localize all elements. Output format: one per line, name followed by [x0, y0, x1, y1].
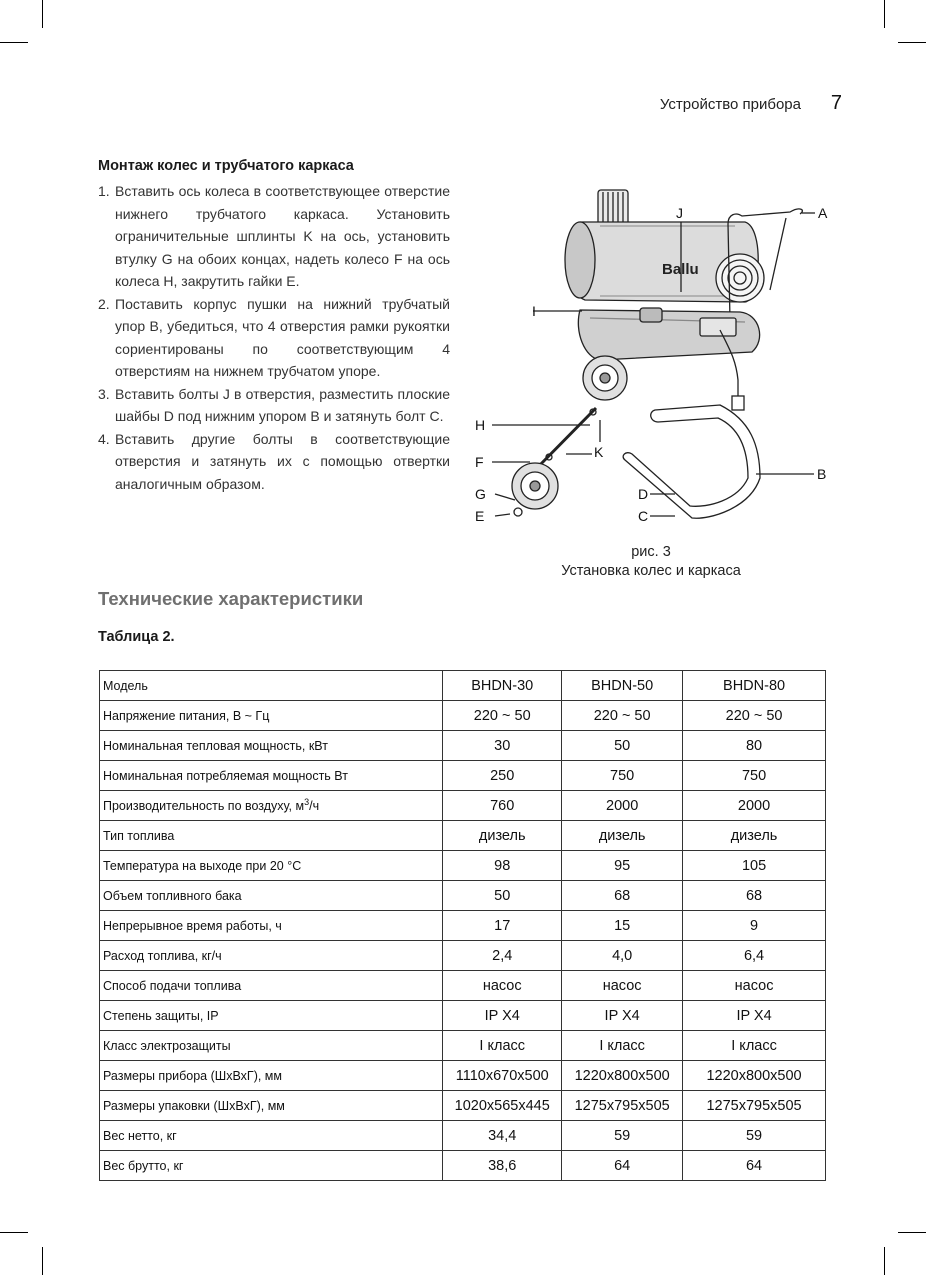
table-cell: BHDN-80	[683, 671, 826, 701]
label-g: G	[475, 486, 486, 502]
table-cell: I класс	[562, 1031, 683, 1061]
row-label: Степень защиты, IP	[103, 1008, 219, 1023]
table-cell: 50	[443, 881, 562, 911]
crop-mark	[42, 0, 43, 28]
table-cell	[100, 761, 443, 791]
table-cell: 80	[683, 731, 826, 761]
figure-number: рис. 3	[631, 544, 671, 560]
table-cell: 1220x800x500	[562, 1061, 683, 1091]
table-row	[100, 761, 826, 791]
step-number: 1.	[98, 183, 110, 199]
row-label: Размеры прибора (ШхВхГ), мм	[103, 1068, 282, 1083]
row-label: Вес брутто, кг	[103, 1158, 184, 1173]
table-cell: IP X4	[683, 1001, 826, 1031]
table-cell: 34,4	[443, 1121, 562, 1151]
table-cell: 59	[562, 1121, 683, 1151]
row-label: Объем топливного бака	[103, 888, 242, 903]
table-cell: насос	[443, 971, 562, 1001]
assembly-steps	[98, 180, 450, 495]
table-cell: 4,0	[562, 941, 683, 971]
table-cell: 750	[683, 761, 826, 791]
table-cell: Модель	[100, 671, 443, 701]
row-label: Размеры упаковки (ШхВхГ), мм	[103, 1098, 285, 1113]
table-cell: I класс	[443, 1031, 562, 1061]
table-cell: 105	[683, 851, 826, 881]
table-cell	[100, 1151, 443, 1181]
table-cell: 250	[443, 761, 562, 791]
table-cell	[100, 911, 443, 941]
table-cell: 750	[562, 761, 683, 791]
row-label: Напряжение питания, В ~ Гц	[103, 708, 270, 723]
table-cell: 1275x795x505	[683, 1091, 826, 1121]
row-label: Температура на выходе при 20 °С	[103, 858, 302, 873]
table-cell: 30	[443, 731, 562, 761]
table-cell: 1110x670x500	[443, 1061, 562, 1091]
crop-mark	[898, 42, 926, 43]
row-label: Номинальная потребляемая мощность Вт	[103, 768, 348, 783]
table-cell	[100, 941, 443, 971]
row-label: Расход топлива, кг/ч	[103, 948, 222, 963]
table-row	[100, 791, 826, 821]
table-cell: насос	[562, 971, 683, 1001]
table-cell	[100, 1031, 443, 1061]
table-cell: 1220x800x500	[683, 1061, 826, 1091]
table-row	[100, 851, 826, 881]
table-cell	[100, 971, 443, 1001]
table-cell: дизель	[683, 821, 826, 851]
label-d: D	[638, 486, 649, 502]
table-cell	[100, 701, 443, 731]
table-cell	[100, 821, 443, 851]
running-header: Устройство прибора	[659, 96, 801, 113]
step-item	[98, 428, 450, 496]
row-label: Вес нетто, кг	[103, 1128, 177, 1143]
label-k: K	[594, 444, 604, 460]
table-cell: 220 ~ 50	[443, 701, 562, 731]
table-cell: дизель	[562, 821, 683, 851]
figure-caption	[540, 543, 762, 581]
step-number: 4.	[98, 430, 110, 447]
table-cell: IP X4	[443, 1001, 562, 1031]
table-cell: 2000	[562, 791, 683, 821]
step-item	[98, 293, 450, 383]
spec-table	[99, 670, 826, 1181]
table-cell: 6,4	[683, 941, 826, 971]
table-row	[100, 821, 826, 851]
table-cell: 15	[562, 911, 683, 941]
table-header-row	[100, 671, 826, 701]
table-row	[100, 911, 826, 941]
page-number: 7	[830, 92, 842, 114]
table-cell: 220 ~ 50	[562, 701, 683, 731]
label-f: F	[475, 454, 484, 470]
figure-title: Установка колес и каркаса	[561, 563, 741, 579]
crop-mark	[0, 42, 28, 43]
row-label: Способ подачи топлива	[103, 978, 242, 993]
table-cell	[100, 851, 443, 881]
table-row	[100, 1091, 826, 1121]
table-row	[100, 701, 826, 731]
table-cell: I класс	[683, 1031, 826, 1061]
table-row	[100, 731, 826, 761]
table-cell: 760	[443, 791, 562, 821]
row-label: Тип топлива	[103, 828, 175, 843]
step-text: Поставить корпус пушки на нижний трубчатый упор B, убедиться, что 4 отверстия рамки рукоятки сориентированы по соответствующим 4 отверстиям на нижнем трубчатом упоре.	[115, 295, 450, 379]
table-cell: 2000	[683, 791, 826, 821]
table-cell: 68	[562, 881, 683, 911]
step-item	[98, 180, 450, 293]
label-a: A	[818, 205, 828, 221]
crop-mark	[0, 1232, 28, 1233]
step-number: 2.	[98, 295, 110, 312]
step-number: 3.	[98, 385, 110, 402]
table-row	[100, 1031, 826, 1061]
table-cell	[100, 1091, 443, 1121]
table-row	[100, 971, 826, 1001]
label-h: H	[475, 417, 486, 433]
table-cell: 98	[443, 851, 562, 881]
table-cell: 95	[562, 851, 683, 881]
step-text: Вставить ось колеса в соответствующее отверстие нижнего трубчатого каркаса. Установить ограничительные шплинты K на ось, установить втулку G на обоих концах, надеть колесо F на ось колеса H, закрутить гайки E.	[115, 183, 450, 289]
table-cell: 220 ~ 50	[683, 701, 826, 731]
row-label: Непрерывное время работы, ч	[103, 918, 282, 933]
label-b: B	[817, 466, 827, 482]
table-cell: 50	[562, 731, 683, 761]
table-cell: IP X4	[562, 1001, 683, 1031]
crop-mark	[898, 1232, 926, 1233]
assembly-title: Монтаж колес и трубчатого каркаса	[98, 158, 354, 174]
crop-mark	[884, 1247, 885, 1275]
table-cell: 59	[683, 1121, 826, 1151]
label-c: C	[638, 508, 649, 524]
label-j: J	[676, 205, 683, 221]
table-cell	[100, 1121, 443, 1151]
table-cell: 64	[562, 1151, 683, 1181]
table-row	[100, 1061, 826, 1091]
table-cell	[100, 791, 443, 821]
table-row	[100, 1121, 826, 1151]
brand-logo: Ballu	[662, 261, 699, 278]
table-cell: 9	[683, 911, 826, 941]
tech-section-title: Технические характеристики	[98, 588, 364, 609]
table-cell	[100, 881, 443, 911]
table-row	[100, 1001, 826, 1031]
row-label: Класс электрозащиты	[103, 1038, 231, 1053]
table-cell	[100, 1061, 443, 1091]
crop-mark	[42, 1247, 43, 1275]
crop-mark	[884, 0, 885, 28]
table-cell: 64	[683, 1151, 826, 1181]
table-cell: BHDN-30	[443, 671, 562, 701]
table-row	[100, 1151, 826, 1181]
step-item	[98, 383, 450, 428]
table-cell: 1020x565x445	[443, 1091, 562, 1121]
table-cell: дизель	[443, 821, 562, 851]
row-label: Номинальная тепловая мощность, кВт	[103, 738, 328, 753]
table-cell: BHDN-50	[562, 671, 683, 701]
table-cell: 2,4	[443, 941, 562, 971]
table-cell: 17	[443, 911, 562, 941]
table-cell: 1275x795x505	[562, 1091, 683, 1121]
label-e: E	[475, 508, 485, 524]
assembly-figure	[470, 185, 840, 540]
table-cell	[100, 1001, 443, 1031]
row-label-suffix: /ч	[309, 799, 320, 814]
label-i: I	[532, 303, 536, 319]
table-cell: 68	[683, 881, 826, 911]
table-cell: насос	[683, 971, 826, 1001]
table-row	[100, 881, 826, 911]
table-cell	[100, 731, 443, 761]
table-row	[100, 941, 826, 971]
step-text: Вставить болты J в отверстия, разместить плоские шайбы D под нижним упором B и затянуть болт C.	[115, 385, 450, 424]
row-label-superscript: 3	[304, 797, 310, 808]
table-cell: 38,6	[443, 1151, 562, 1181]
table-title: Таблица 2.	[98, 629, 175, 645]
row-label: Производительность по воздуху, м	[103, 799, 305, 814]
step-text: Вставить другие болты в соответствующие отверстия и затянуть их с помощью отвертки аналогичным образом.	[115, 430, 450, 492]
